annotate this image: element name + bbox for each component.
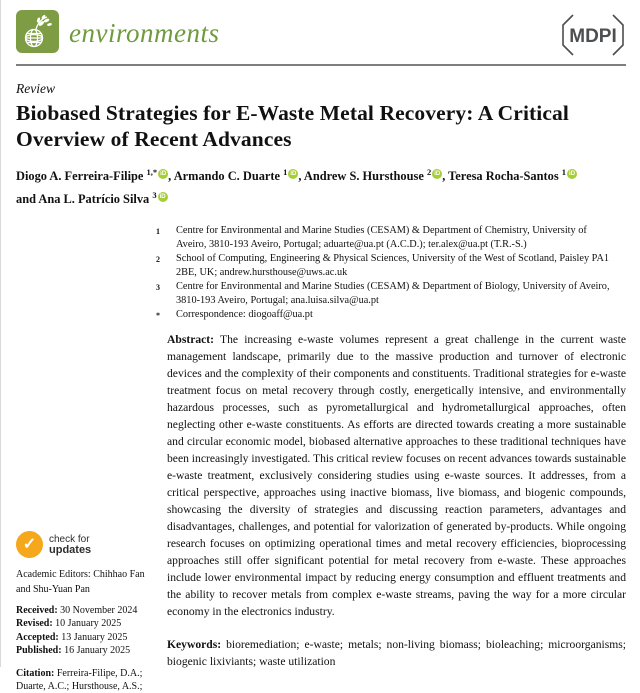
orcid-icon[interactable]: iD <box>160 170 167 177</box>
mdpi-logo-text: MDPI <box>569 26 617 47</box>
keywords-paragraph <box>167 636 626 670</box>
abstract-label: Abstract: <box>167 333 215 347</box>
history-date-value: 30 November 2024 <box>60 605 138 617</box>
author-affiliation-sup: 1 <box>561 166 567 177</box>
history-date-row <box>16 644 152 657</box>
author-name: and Ana L. Patrício Silva <box>16 192 150 207</box>
check-for-updates-badge[interactable] <box>16 531 152 558</box>
citation-block <box>16 667 152 693</box>
check-for-updates-label <box>49 534 91 556</box>
affiliation-text: Centre for Environmental and Marine Studies (CESAM) & Department of Chemistry, University of Aveiro, 3810-193 Aveiro, Portugal; aduarte@ua.pt (A.C.D.); ter.alex@ua.pt (T.R.-S.) <box>176 225 587 251</box>
header-divider <box>16 64 626 66</box>
abstract-text: The increasing e-waste volumes represent a great challenge in the current waste management landscape, primarily due to the massive production and turnover of electronic devices and the complexity of their components and constituents. Traditional strategies for e-waste treatment focus on metal recovery through costly, energetically intensive, and environmentally hazardous processes, such as pyrometallurgical and hydrometallurgical approaches, often neglecting other e-waste constituents. As efforts are directed towards creating a more sustainable and circular economic model, biobased alternative approaches to these traditional techniques have been increasingly investigated. This critical review focuses on recent advances towards sustainable e-waste treatment, exclusively considering studies using e-waste sources. It addresses, from a critical perspective, approaches using inactive biomass, live biomass, and biogenic compounds, showcasing the diversity of strategies and discussing reaction parameters, advantages and disadvantages, challenges, and potential for valorization of generated by-products. While ongoing research focuses on optimizing operational times and metal recovery efficiencies, bioprocessing approaches still offer significant potential for metal recovery from e-waste. These approaches include lower environmental impact by reducing energy consumption and effluent treatments and the ability to recover metals from complex e-waste streams, paving the way for a more circular economy in the electronics industry. <box>167 333 626 619</box>
author-name: Armando C. Duarte <box>173 169 281 183</box>
history-date-row <box>16 604 152 617</box>
author-list <box>16 163 616 209</box>
journal-header <box>16 10 626 58</box>
affiliation-marker: 1 <box>156 227 160 237</box>
author-affiliation-sup: 2 <box>426 166 432 177</box>
history-date-value: 16 January 2025 <box>64 644 131 656</box>
check-for-updates-line2: updates <box>49 543 92 556</box>
history-date-label: Published: <box>16 644 62 656</box>
author-affiliation-sup: 3 <box>152 190 157 200</box>
author-separator: , <box>298 169 304 183</box>
globe-sprout-icon <box>20 14 56 50</box>
article-title: Biobased Strategies for E-Waste Metal Recovery: A Critical Overview of Recent Advances <box>16 101 569 152</box>
article-first-page <box>1 0 640 693</box>
affiliation-row <box>156 224 618 252</box>
history-date-label: Received: <box>16 605 58 617</box>
author-separator: , <box>168 169 174 183</box>
check-icon: ✓ <box>16 531 43 558</box>
orcid-icon[interactable]: iD <box>290 170 297 177</box>
academic-editors: Academic Editors: Chihhao Fan and Shu-Yuan Pan <box>16 569 145 596</box>
author-name: Diogo A. Ferreira-Filipe <box>16 169 144 183</box>
orcid-icon[interactable]: iD <box>159 194 166 200</box>
history-date-value: 13 January 2025 <box>61 631 128 643</box>
keywords-text: bioremediation; e-waste; metals; non-living biomass; bioleaching; microorganisms; biogenic lixiviants; waste utilization <box>167 638 626 669</box>
affiliation-marker: 3 <box>156 283 160 293</box>
author-name: Teresa Rocha-Santos <box>448 169 559 183</box>
check-for-updates-line1: check for <box>49 533 90 545</box>
article-type-label: Review <box>16 81 55 96</box>
orcid-icon[interactable]: iD <box>569 170 576 177</box>
affiliation-text: Centre for Environmental and Marine Studies (CESAM) & Department of Biology, University of Aveiro, 3810-193 Aveiro, Portugal; ana.luisa.silva@ua.pt <box>176 281 610 307</box>
history-date-label: Accepted: <box>16 631 59 643</box>
affiliation-marker: 2 <box>156 255 160 265</box>
keywords-label: Keywords: <box>167 638 222 652</box>
history-date-value: 10 January 2025 <box>55 618 122 630</box>
affiliation-row <box>156 308 618 323</box>
history-date-label: Revised: <box>16 618 53 630</box>
affiliation-marker: * <box>156 311 160 321</box>
author-separator: , <box>442 169 449 183</box>
affiliation-text: Correspondence: diogoaff@ua.pt <box>176 309 313 321</box>
history-dates <box>16 604 152 657</box>
metadata-sidebar <box>16 331 152 693</box>
author-affiliation-sup: 1 <box>283 166 288 177</box>
abstract-paragraph <box>167 331 626 620</box>
mdpi-logo <box>560 12 626 58</box>
citation-label: Citation: <box>16 667 55 679</box>
affiliation-list <box>156 224 618 323</box>
affiliation-row <box>156 252 618 280</box>
history-date-row <box>16 617 152 630</box>
environments-journal-logo <box>16 10 59 53</box>
journal-name: environments <box>69 18 220 48</box>
author-affiliation-sup: 1,* <box>146 166 158 177</box>
citation-line2: Duarte, A.C.; Hursthouse, A.S.; <box>16 681 143 693</box>
content-columns <box>16 331 626 693</box>
affiliation-text: School of Computing, Engineering & Physical Sciences, University of the West of Scotland, Paisley PA1 2BE, UK; andrew.hursthouse@uws.ac.uk <box>176 253 610 279</box>
history-date-row <box>16 631 152 644</box>
article-main-column <box>167 331 626 693</box>
author-name: Andrew S. Hursthouse <box>303 169 424 183</box>
citation-line1: Ferreira-Filipe, D.A.; <box>56 667 143 679</box>
affiliation-row <box>156 280 618 308</box>
orcid-icon[interactable]: iD <box>434 170 441 177</box>
journal-brand <box>16 10 219 53</box>
